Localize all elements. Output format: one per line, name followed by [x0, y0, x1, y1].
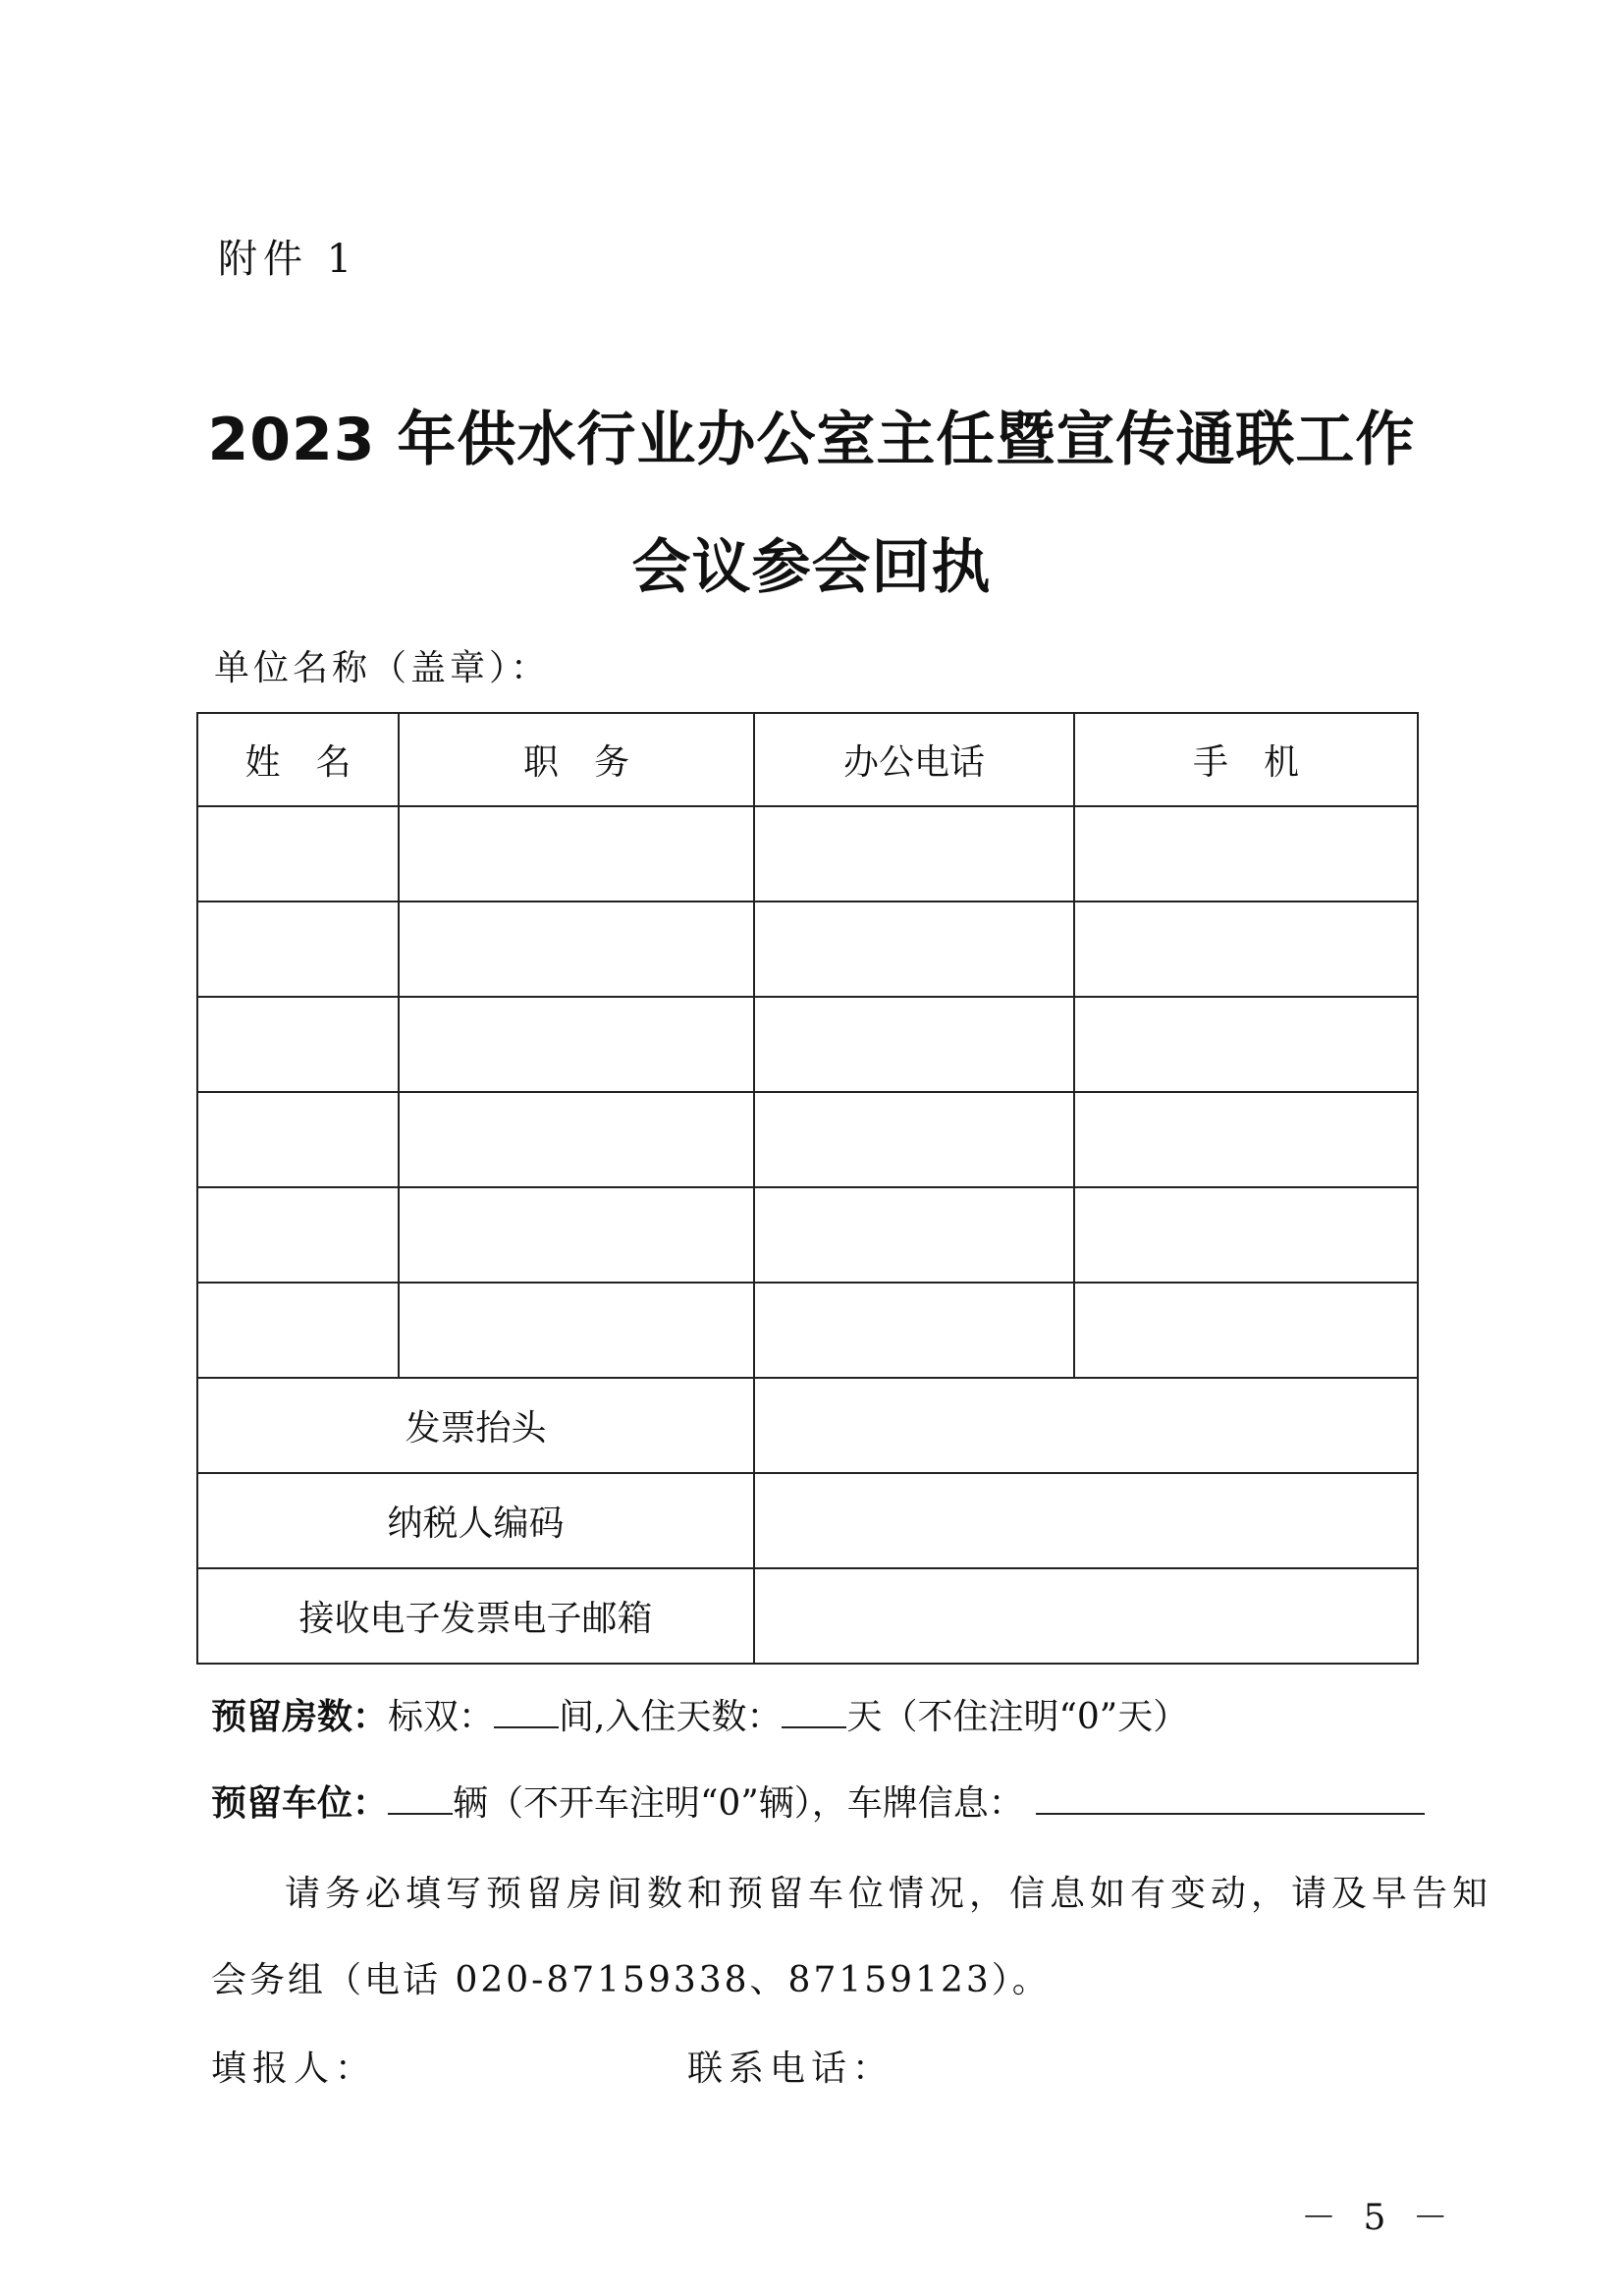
- registration-table: [196, 712, 1419, 1665]
- position-cell[interactable]: [399, 1092, 754, 1187]
- taxpayer-id-row: [197, 1473, 1418, 1568]
- room-reservation-line: [211, 1689, 1188, 1739]
- mobile-cell[interactable]: [1074, 1283, 1418, 1378]
- table-row: [197, 997, 1418, 1092]
- name-cell[interactable]: [197, 1092, 399, 1187]
- invoice-title-row: [197, 1378, 1418, 1473]
- attachment-label: 附件 1: [218, 237, 358, 282]
- position-cell[interactable]: [399, 1283, 754, 1378]
- document-title-line2: 会议参会回执: [631, 533, 992, 602]
- parking-reservation-label: 预留车位：: [211, 1783, 389, 1824]
- document-title-line1: 2023 年供水行业办公室主任暨宣传通联工作: [207, 406, 1416, 474]
- room-count-blank[interactable]: [494, 1693, 559, 1728]
- page-number: － 5 －: [1301, 2198, 1456, 2238]
- invoice-title-label: 发票抬头: [197, 1378, 754, 1473]
- table-header-row: [197, 713, 1418, 806]
- invoice-email-label: 接收电子发票电子邮箱: [197, 1568, 754, 1664]
- invoice-title-input[interactable]: [754, 1378, 1418, 1473]
- header-office-phone: 办公电话: [754, 713, 1074, 806]
- mobile-cell[interactable]: [1074, 806, 1418, 902]
- notice-line-2: 会务组（电话 020-87159338、87159123）。: [211, 1960, 1051, 2000]
- mobile-cell[interactable]: [1074, 1187, 1418, 1283]
- notice-line-1: 请务必填写预留房间数和预留车位情况，信息如有变动，请及早告知: [285, 1874, 1493, 1914]
- name-cell[interactable]: [197, 902, 399, 997]
- name-cell[interactable]: [197, 1187, 399, 1283]
- taxpayer-id-input[interactable]: [754, 1473, 1418, 1568]
- position-cell[interactable]: [399, 806, 754, 902]
- header-position: 职 务: [399, 713, 754, 806]
- mobile-cell[interactable]: [1074, 1092, 1418, 1187]
- header-name: 姓 名: [197, 713, 399, 806]
- contact-phone-label: 联系电话：: [687, 2049, 894, 2089]
- office-phone-cell[interactable]: [754, 1187, 1074, 1283]
- room-reservation-label: 预留房数：: [211, 1697, 389, 1737]
- position-cell[interactable]: [399, 1187, 754, 1283]
- table-row: [197, 806, 1418, 902]
- invoice-email-row: [197, 1568, 1418, 1664]
- nights-blank[interactable]: [782, 1693, 846, 1728]
- name-cell[interactable]: [197, 806, 399, 902]
- unit-name-label: 单位名称（盖章）：: [214, 648, 551, 688]
- plate-number-blank[interactable]: [1036, 1779, 1425, 1815]
- table-row: [197, 1283, 1418, 1378]
- office-phone-cell[interactable]: [754, 1283, 1074, 1378]
- table-row: [197, 1187, 1418, 1283]
- office-phone-cell[interactable]: [754, 1092, 1074, 1187]
- name-cell[interactable]: [197, 997, 399, 1092]
- position-cell[interactable]: [399, 997, 754, 1092]
- name-cell[interactable]: [197, 1283, 399, 1378]
- office-phone-cell[interactable]: [754, 902, 1074, 997]
- twin-room-label: 标双：: [388, 1697, 495, 1737]
- nights-label: 间,入住天数：: [559, 1697, 783, 1737]
- invoice-email-input[interactable]: [754, 1568, 1418, 1664]
- taxpayer-id-label: 纳税人编码: [197, 1473, 754, 1568]
- office-phone-cell[interactable]: [754, 806, 1074, 902]
- mobile-cell[interactable]: [1074, 902, 1418, 997]
- position-cell[interactable]: [399, 902, 754, 997]
- filler-label: 填报人：: [211, 2049, 377, 2089]
- table-row: [197, 902, 1418, 997]
- parking-note: 辆（不开车注明“0”辆），车牌信息：: [453, 1783, 1024, 1824]
- header-mobile: 手 机: [1074, 713, 1418, 806]
- parking-reservation-line: [211, 1776, 1425, 1826]
- table-row: [197, 1092, 1418, 1187]
- parking-count-blank[interactable]: [388, 1779, 453, 1815]
- office-phone-cell[interactable]: [754, 997, 1074, 1092]
- nights-note: 天（不住注明“0”天）: [846, 1697, 1189, 1737]
- mobile-cell[interactable]: [1074, 997, 1418, 1092]
